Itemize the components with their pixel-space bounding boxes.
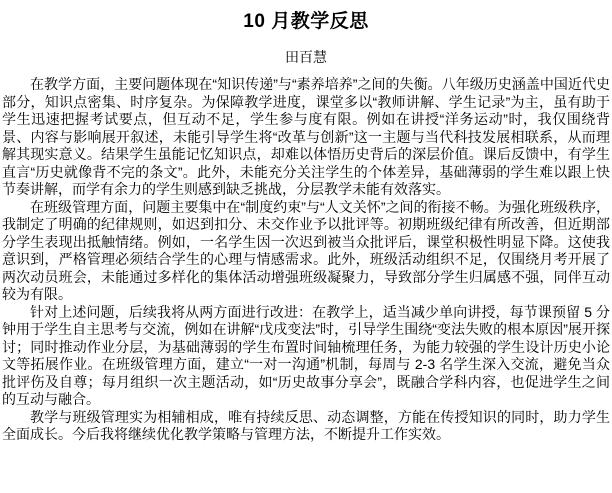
paragraph-conclusion: 教学与班级管理实为相辅相成，唯有持续反思、动态调整，方能在传授知识的同时，助力学生全面成长。今后我将继续优化教学策略与管理方法，不断提升工作实效。 [2,408,610,442]
document-author: 田百慧 [285,49,327,65]
document-body [2,76,610,444]
paragraph-teaching-issues: 在教学方面，主要问题体现在“知识传递”与“素养培养”之间的失衡。八年级历史涵盖中国近代史部分，知识点密集、时序复杂。为保障教学进度，课堂多以“教师讲解、学生记录”为主，虽有助于学生迅速把握考试要点，但互动不足，学生参与度有限。例如在讲授“洋务运动”时，我仅围绕背景、内容与影响展开叙述，未能引导学生将“改革与创新”这一主题与当代科技发展相联系，从而理解其现实意义。结果学生虽能记忆知识点，却难以体悟历史背后的深层价值。课后反馈中，有学生直言“历史就像背不完的条文”。此外，未能充分关注学生的个体差异，基础薄弱的学生难以跟上快节奏讲解，而学有余力的学生则感到缺乏挑战，分层教学未能有效落实。 [2,76,610,197]
paragraph-improvement-plan: 针对上述问题，后续我将从两方面进行改进：在教学上，适当减少单向讲授，每节课预留 5 分钟用于学生自主思考与交流，例如在讲解“戊戌变法”时，引导学生围绕“变法失败的根本原因”展开探讨；同时推动作业分层，为基础薄弱的学生布置时间轴梳理任务，为能力较强的学生设计历史小论文等拓展作业。在班级管理方面，建立“一对一沟通”机制，每周与 2-3 名学生深入交流，避免当众批评伤及自尊；每月组织一次主题活动，如“历史故事分享会”，既融合学科内容，也促进学生之间的互动与融合。 [2,303,610,407]
document-title: 10 月教学反思 [243,11,369,32]
paragraph-class-management-issues: 在班级管理方面，问题主要集中在“制度约束”与“人文关怀”之间的衔接不畅。为强化班级秩序，我制定了明确的纪律规则，如迟到扣分、未交作业予以批评等。初期班级纪律有所改善，但近期部分学生表现出抵触情绪。例如，一名学生因一次迟到被当众批评后，课堂积极性明显下降。这使我意识到，严格管理必须结合学生的心理与情感需求。此外，班级活动组织不足，仅围绕月考开展了两次动员班会，未能通过多样化的集体活动增强班级凝聚力，导致部分学生归属感不强，同伴互动较为有限。 [2,198,610,302]
